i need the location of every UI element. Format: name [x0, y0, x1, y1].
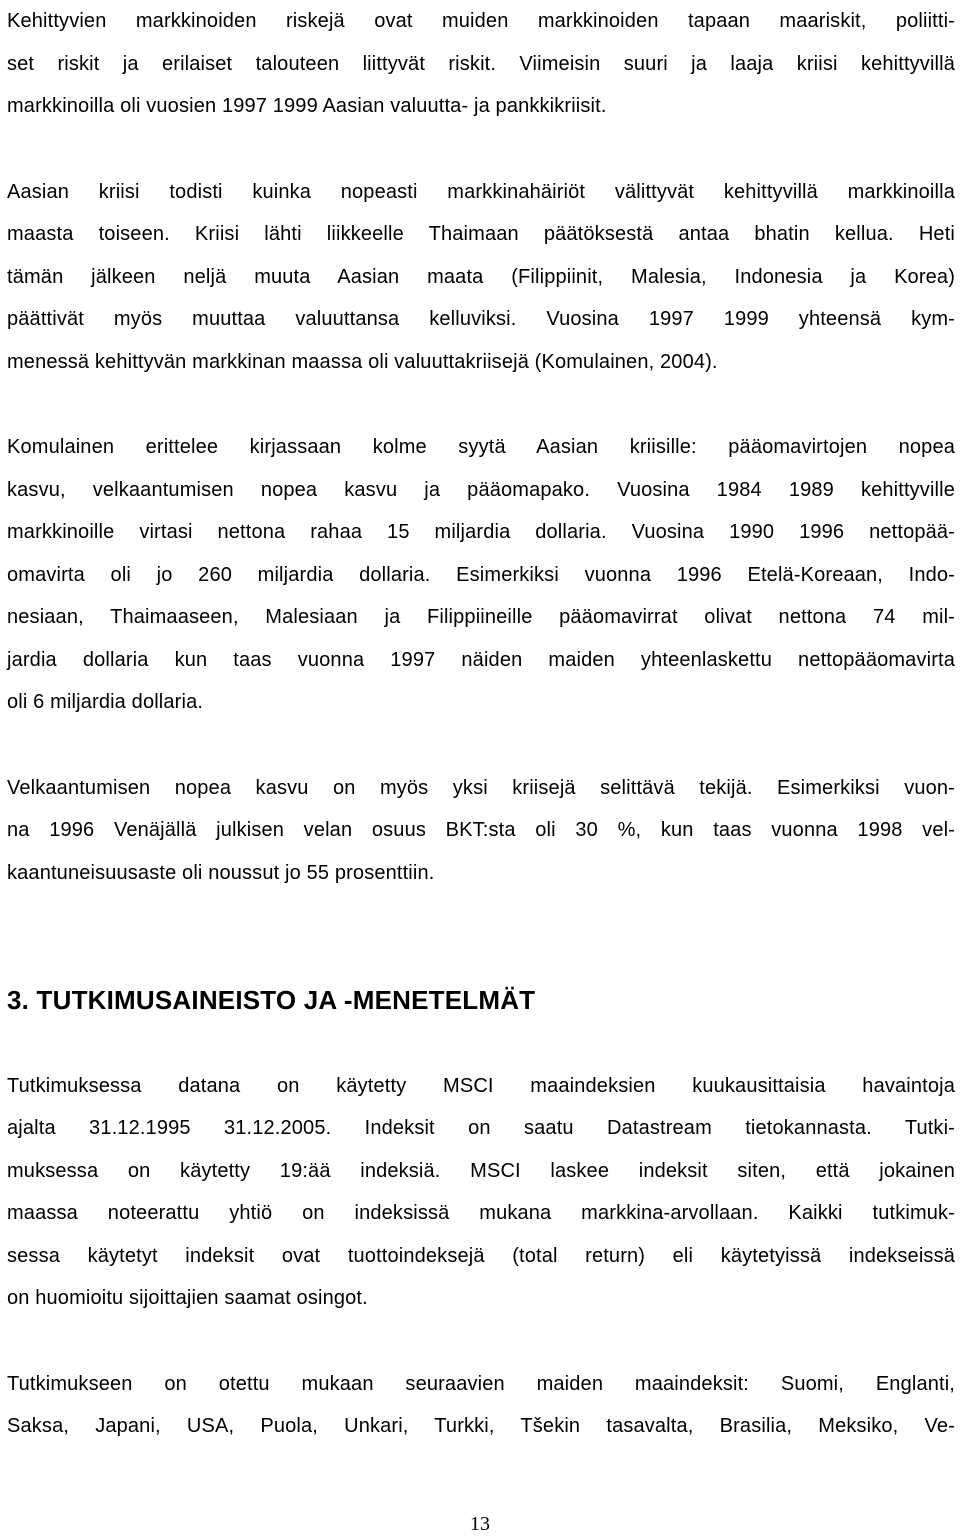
text-line: markkinoille virtasi nettona rahaa 15 miljardia dollaria. Vuosina 1990 1996 nettopää- [7, 521, 955, 543]
page-number: 13 [470, 1513, 490, 1535]
text-line: sessa käytetyt indeksit ovat tuottoindeksejä (total return) eli käytetyissä indekseissä [7, 1244, 955, 1267]
text-line: päättivät myös muuttaa valuuttansa kelluviksi. Vuosina 1997 1999 yhteensä kym- [7, 308, 955, 330]
paragraph-spacer [7, 724, 955, 767]
text-line: maasta toiseen. Kriisi lähti liikkeelle Thaimaan päätöksestä antaa bhatin kellua. Heti [7, 223, 955, 245]
text-line: omavirta oli jo 260 miljardia dollaria. Esimerkiksi vuonna 1996 Etelä-Koreaan, Indo- [7, 563, 955, 586]
paragraph-debt-growth [7, 767, 955, 895]
text-line: Komulainen erittelee kirjassaan kolme syytä Aasian kriisille: pääomavirtojen nopea [7, 436, 955, 458]
paragraph-crisis-causes [7, 426, 955, 724]
text-line: nesiaan, Thaimaaseen, Malesiaan ja Filippiineille pääomavirrat olivat nettona 74 mil- [7, 606, 955, 628]
paragraph-spacer [7, 1320, 955, 1363]
paragraph-research-data [7, 1065, 955, 1320]
text-line: ajalta 31.12.1995 31.12.2005. Indeksit on saatu Datastream tietokannasta. Tutki- [7, 1117, 955, 1139]
text-line: kaantuneisuusaste oli noussut jo 55 prosenttiin. [7, 861, 435, 884]
text-line: Tutkimuksessa datana on käytetty MSCI maaindeksien kuukausittaisia havaintoja [7, 1074, 955, 1097]
text-line: maassa noteerattu yhtiö on indeksissä mukana markkina-arvollaan. Kaikki tutkimuk- [7, 1202, 955, 1224]
text-line: na 1996 Venäjällä julkisen velan osuus BKT:sta oli 30 %, kun taas vuonna 1998 vel- [7, 819, 955, 841]
text-line: Velkaantumisen nopea kasvu on myös yksi kriisejä selittävä tekijä. Esimerkiksi vuon- [7, 776, 955, 799]
paragraph-spacer [7, 383, 955, 426]
paragraph-asian-crisis [7, 171, 955, 384]
paragraph-spacer [7, 1022, 955, 1065]
text-line: menessä kehittyvän markkinan maassa oli valuuttakriisejä (Komulainen, 2004). [7, 350, 718, 373]
text-line: tämän jälkeen neljä muuta Aasian maata (Filippiinit, Malesia, Indonesia ja Korea) [7, 265, 955, 288]
section-spacer [7, 894, 955, 979]
text-line: kasvu, velkaantumisen nopea kasvu ja pääomapako. Vuosina 1984 1989 kehittyville [7, 478, 955, 501]
paragraph-spacer [7, 128, 955, 171]
text-line: oli 6 miljardia dollaria. [7, 691, 204, 713]
text-line: set riskit ja erilaiset talouteen liittyvät riskit. Viimeisin suuri ja laaja kriisi kehittyvillä [7, 52, 955, 75]
text-line: Tutkimukseen on otettu mukaan seuraavien maiden maaindeksit: Suomi, Englanti, [7, 1372, 955, 1395]
paragraph-countries [7, 1363, 955, 1448]
text-line: jardia dollaria kun taas vuonna 1997 näiden maiden yhteenlaskettu nettopääomavirta [7, 648, 955, 671]
text-line: muksessa on käytetty 19:ää indeksiä. MSCI laskee indeksit siten, että jokainen [7, 1159, 955, 1182]
document-page [7, 0, 955, 1448]
text-line: Saksa, Japani, USA, Puola, Unkari, Turkki, Tšekin tasavalta, Brasilia, Meksiko, Ve- [7, 1415, 955, 1437]
section-heading: 3. TUTKIMUSAINEISTO JA -MENETELMÄT [7, 985, 536, 1015]
text-line: markkinoilla oli vuosien 1997 1999 Aasian valuutta- ja pankkikriisit. [7, 95, 607, 117]
text-line: Aasian kriisi todisti kuinka nopeasti markkinahäiriöt välittyvät kehittyvillä markkinoilla [7, 180, 955, 203]
paragraph-emerging-market-risks [7, 0, 955, 128]
text-line: on huomioitu sijoittajien saamat osingot. [7, 1287, 368, 1309]
text-line: Kehittyvien markkinoiden riskejä ovat muiden markkinoiden tapaan maariskit, poliitti- [7, 10, 955, 32]
